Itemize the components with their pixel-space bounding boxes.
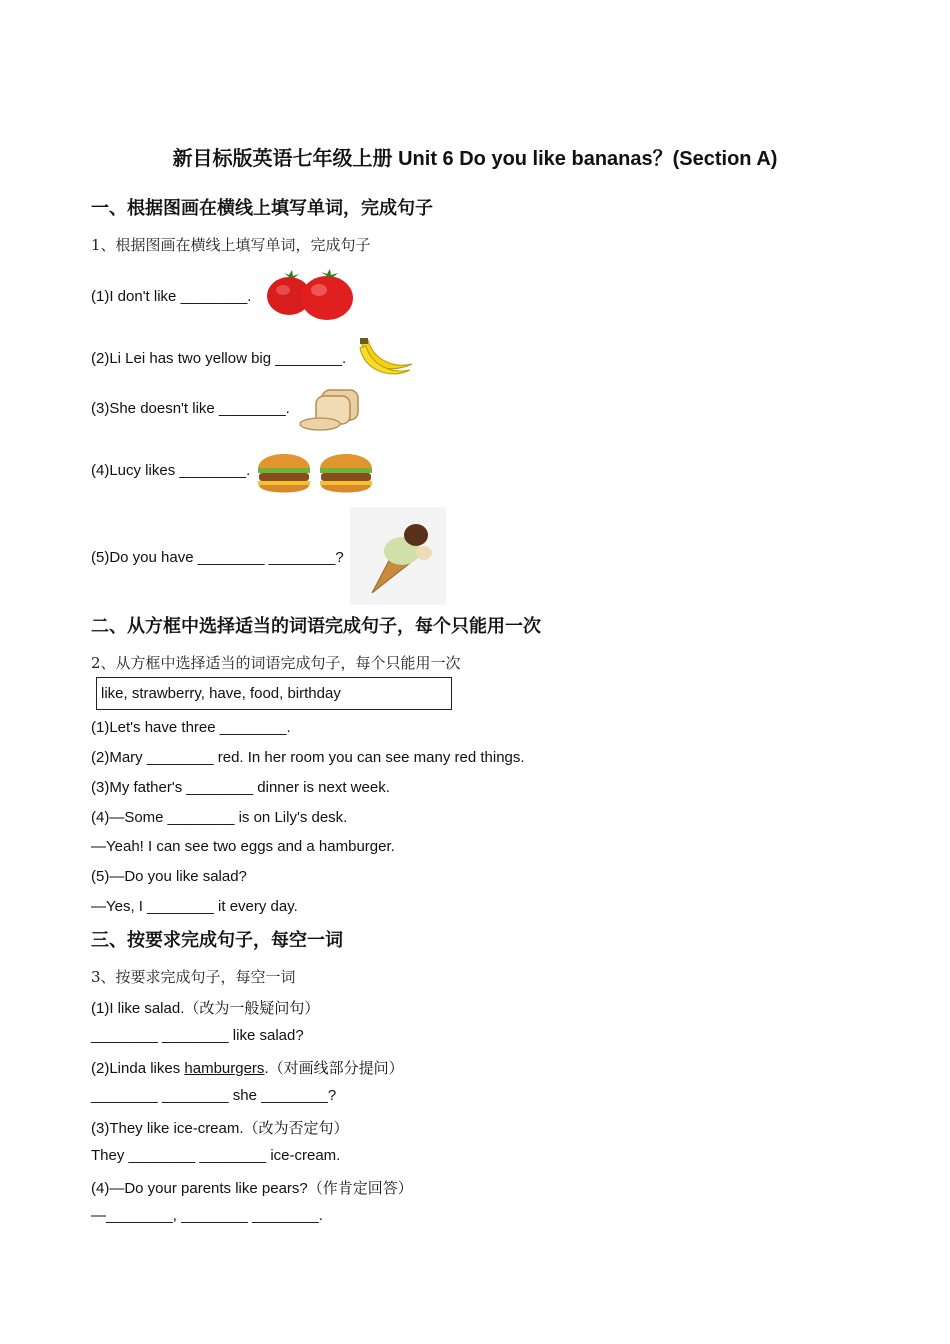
question-2-4: (4)—Some ________ is on Lily's desk. (91, 809, 348, 826)
answer-3-3: They ________ ________ ice-cream. (91, 1147, 341, 1164)
question-2-5-reply: —Yes, I ________ it every day. (91, 898, 298, 915)
question-1-5: (5)Do you have ________ ________? (91, 549, 344, 566)
question-3-2-suffix: .（对画线部分提问） (264, 1060, 404, 1077)
question-1-3: (3)She doesn't like ________. (91, 400, 290, 417)
question-3-4: (4)—Do your parents like pears?（作肯定回答） (91, 1180, 413, 1197)
question-1-4: (4)Lucy likes ________. (91, 462, 251, 479)
question-2-2: (2)Mary ________ red. In her room you can see many red things. (91, 749, 525, 766)
question-3-3: (3)They like ice-cream.（改为否定句） (91, 1120, 349, 1137)
answer-3-2: ________ ________ she ________? (91, 1087, 337, 1104)
word-box: like, strawberry, have, food, birthday (96, 677, 452, 710)
ice-cream-icon (350, 507, 446, 605)
tomatoes-icon (265, 268, 357, 324)
question-3-2 (91, 1057, 404, 1078)
section-3-instruction: 3、按要求完成句子，每空一词 (91, 968, 296, 986)
underlined-word: hamburgers (184, 1060, 265, 1077)
section-2-instruction: 2、从方框中选择适当的词语完成句子，每个只能用一次 (91, 654, 461, 672)
question-2-5: (5)—Do you like salad? (91, 868, 247, 885)
section-1-heading: 一、根据图画在横线上填写单词，完成句子 (91, 198, 433, 218)
section-2-heading: 二、从方框中选择适当的词语完成句子，每个只能用一次 (91, 616, 541, 636)
question-2-4-reply: —Yeah! I can see two eggs and a hamburger. (91, 838, 395, 855)
answer-3-4: —________, ________ ________. (91, 1207, 323, 1224)
section-1-instruction: 1、根据图画在横线上填写单词，完成句子 (91, 236, 371, 254)
question-2-3: (3)My father's ________ dinner is next week. (91, 779, 390, 796)
question-1-2: (2)Li Lei has two yellow big ________. (91, 350, 347, 367)
hamburgers-icon (256, 443, 376, 497)
bananas-icon (356, 334, 416, 380)
answer-3-1: ________ ________ like salad? (91, 1027, 304, 1044)
question-3-1: (1)I like salad.（改为一般疑问句） (91, 1000, 320, 1017)
bread-icon (298, 386, 364, 432)
question-2-1: (1)Let's have three ________. (91, 719, 291, 736)
section-3-heading: 三、按要求完成句子，每空一词 (91, 930, 343, 950)
page-title: 新目标版英语七年级上册 Unit 6 Do you like bananas？(Section A) (172, 148, 778, 170)
question-1-1: (1)I don't like ________. (91, 288, 252, 305)
question-3-2-prefix: (2)Linda likes (91, 1060, 185, 1077)
